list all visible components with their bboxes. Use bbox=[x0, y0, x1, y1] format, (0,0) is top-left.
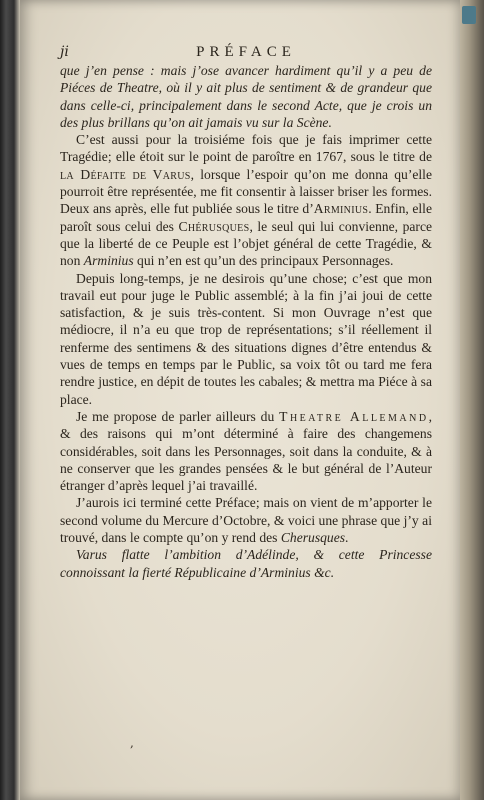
text-run: Arminius bbox=[83, 253, 134, 269]
text-run: qui n’en est qu’un des principaux Personnages. bbox=[133, 253, 394, 269]
text-run: Cherusques bbox=[280, 530, 346, 546]
text-run: J’aurois ici terminé cette Préface; mais on vient de m’apporter le second volume du Mercure d’Octobre, & voici une phrase que j’y ai trouvé, dans le compte qu’on y rend des bbox=[60, 495, 432, 546]
text-run: . Enfin, elle paroît sous celui des bbox=[60, 201, 432, 234]
body-text bbox=[60, 62, 432, 581]
ink-mark: , bbox=[130, 736, 134, 750]
text-run: la Défaite de Varus bbox=[60, 166, 191, 182]
paragraph bbox=[60, 131, 432, 269]
running-title: PRÉFACE bbox=[196, 44, 296, 60]
text-run: Depuis long-temps, je ne desirois qu’une chose; c’est que mon travail eut pour juge le Public assemblé; à la fin j’ai joui de cette satisfaction, & je suis très-content. Si mon Ouvrage n’est que médiocre, il n’a eu que trop de représentations; s’il réellement il renferme des sentimens & des situations dignes d’être entendus & vues de temps en temps par le Public, sa voix tôt ou tard me fera rendre justice, en dépit de toutes les cabales; & mettra ma Piéce à sa place. bbox=[60, 270, 432, 407]
text-run: Arminius bbox=[313, 201, 369, 217]
paragraph bbox=[60, 408, 432, 494]
paragraph bbox=[60, 494, 432, 546]
text-run: , le seul qui lui convienne, parce que la liberté de ce Peuple est l’objet général de cette Tragédie, & non bbox=[60, 218, 433, 269]
bookmark-tab bbox=[462, 6, 476, 24]
paragraph bbox=[60, 546, 432, 581]
text-run: Je me propose de parler ailleurs du bbox=[76, 408, 280, 424]
text-run: . bbox=[345, 530, 349, 546]
paragraph bbox=[60, 270, 432, 408]
text-run: , & des raisons qui m’ont déterminé à faire des changemens considérables, soit dans les Personnages, soit dans la conduite, & à ne conserver que les grandes pensées & le but général de l’Auteur étranger d’après lequel j’ai travaillé. bbox=[60, 408, 433, 494]
text-run: Theatre Allemand bbox=[279, 408, 429, 424]
page-number: ji bbox=[60, 44, 69, 60]
text-run: , lorsque l’espoir qu’on me donna qu’elle pourroit être représentée, me fit consentir à laisser briser les formes. Deux ans après, elle fut publiée sous le titre d’ bbox=[60, 166, 432, 217]
paragraph bbox=[60, 62, 432, 131]
page-edge bbox=[460, 0, 484, 800]
text-run: C’est aussi pour la troisiéme fois que je fais imprimer cette Tragédie; elle étoit sur le point de paroître en 1767, sous le titre de bbox=[60, 132, 432, 165]
text-run: Varus flatte l’ambition d’Adélinde, & cette Princesse connoissant la fierté Républicaine d’Arminius &c. bbox=[60, 547, 432, 580]
text-run: Chérusques bbox=[178, 218, 250, 234]
text-run: que j’en pense : mais j’ose avancer hardiment qu’il y a peu de Piéces de Theatre, où il y ait plus de sentiment & de grandeur que dans celle-ci, principalement dans le second Acte, que je crois un des plus brillans qu’on ait jamais vu sur la Scène. bbox=[60, 63, 432, 130]
